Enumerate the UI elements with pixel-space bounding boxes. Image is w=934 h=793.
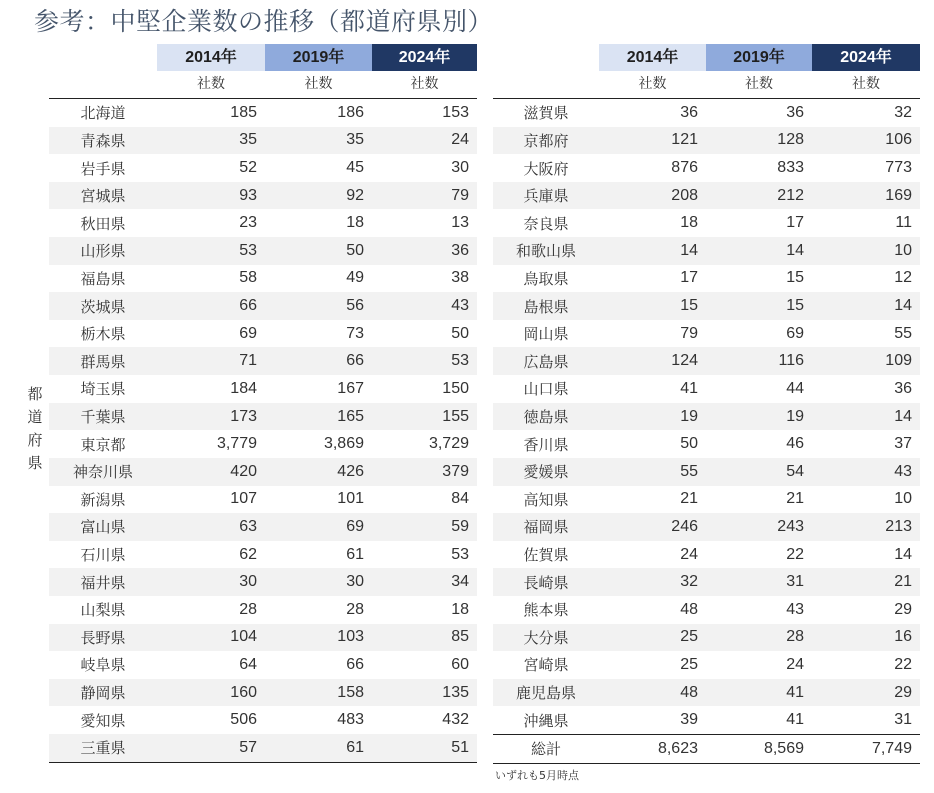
table-row bbox=[493, 292, 920, 320]
value-2024-cell: 7,749 bbox=[871, 739, 912, 757]
value-2014-cell: 124 bbox=[671, 352, 698, 370]
value-2024-cell: 37 bbox=[894, 435, 912, 453]
table-row bbox=[493, 347, 920, 375]
value-2019-cell: 61 bbox=[346, 738, 364, 756]
value-2019-cell: 35 bbox=[346, 131, 364, 149]
header-2014: 2014年 bbox=[157, 44, 265, 71]
value-2019-cell: 128 bbox=[777, 131, 804, 149]
value-2024-cell: 32 bbox=[894, 103, 912, 121]
value-2014-cell: 25 bbox=[680, 628, 698, 646]
value-2014-cell: 506 bbox=[230, 711, 257, 729]
value-2019-cell: 49 bbox=[346, 269, 364, 287]
value-2014-cell: 107 bbox=[230, 490, 257, 508]
value-2014-cell: 71 bbox=[239, 352, 257, 370]
value-2024-cell: 53 bbox=[451, 545, 469, 563]
value-2014-cell: 39 bbox=[680, 711, 698, 729]
table-row bbox=[493, 513, 920, 541]
value-2019-cell: 212 bbox=[777, 186, 804, 204]
prefecture-cell: 山口県 bbox=[523, 380, 569, 399]
prefecture-cell: 大分県 bbox=[523, 628, 569, 647]
value-2024-cell: 29 bbox=[894, 683, 912, 701]
table-row bbox=[493, 209, 920, 237]
table-row bbox=[493, 237, 920, 265]
prefecture-cell: 奈良県 bbox=[523, 214, 569, 233]
total-row bbox=[493, 734, 920, 763]
value-2014-cell: 58 bbox=[239, 269, 257, 287]
prefecture-cell: 石川県 bbox=[80, 546, 126, 565]
value-2024-cell: 135 bbox=[442, 683, 469, 701]
value-2024-cell: 36 bbox=[894, 379, 912, 397]
value-2014-cell: 53 bbox=[239, 241, 257, 259]
prefecture-cell: 岩手県 bbox=[80, 159, 126, 178]
table-row bbox=[49, 320, 477, 348]
prefecture-cell: 総計 bbox=[530, 740, 561, 759]
right-table-body bbox=[493, 99, 920, 763]
value-2014-cell: 14 bbox=[680, 241, 698, 259]
value-2024-cell: 155 bbox=[442, 407, 469, 425]
value-2014-cell: 28 bbox=[239, 600, 257, 618]
value-2019-cell: 116 bbox=[778, 352, 804, 370]
row-axis-label: 都道府県 bbox=[27, 385, 43, 472]
value-2019-cell: 243 bbox=[777, 517, 804, 535]
value-2014-cell: 50 bbox=[680, 435, 698, 453]
table-row bbox=[49, 292, 477, 320]
prefecture-cell: 群馬県 bbox=[80, 352, 126, 371]
table-row bbox=[493, 320, 920, 348]
prefecture-cell: 新潟県 bbox=[80, 490, 126, 509]
value-2014-cell: 24 bbox=[680, 545, 698, 563]
unit-2019: 社数 bbox=[745, 76, 773, 92]
value-2019-cell: 56 bbox=[346, 297, 364, 315]
value-2024-cell: 50 bbox=[451, 324, 469, 342]
value-2019-cell: 61 bbox=[346, 545, 364, 563]
value-2019-cell: 18 bbox=[346, 214, 364, 232]
header-2019: 2019年 bbox=[265, 44, 372, 71]
unit-2019: 社数 bbox=[304, 76, 333, 92]
value-2014-cell: 208 bbox=[671, 186, 698, 204]
value-2014-cell: 23 bbox=[239, 214, 257, 232]
value-2024-cell: 43 bbox=[894, 462, 912, 480]
prefecture-cell: 高知県 bbox=[523, 490, 569, 509]
table-row bbox=[49, 513, 477, 541]
value-2014-cell: 79 bbox=[680, 324, 698, 342]
table-row bbox=[493, 265, 920, 293]
header-blank bbox=[49, 44, 157, 71]
unit-2014: 社数 bbox=[638, 76, 667, 92]
value-2014-cell: 32 bbox=[680, 573, 698, 591]
value-2019-cell: 31 bbox=[786, 573, 804, 591]
value-2014-cell: 18 bbox=[680, 214, 698, 232]
table-row bbox=[493, 679, 920, 707]
value-2019-cell: 45 bbox=[346, 159, 364, 177]
value-2019-cell: 103 bbox=[337, 628, 364, 646]
value-2019-cell: 66 bbox=[346, 655, 364, 673]
table-row bbox=[49, 237, 477, 265]
prefecture-cell: 長崎県 bbox=[523, 573, 569, 592]
value-2024-cell: 10 bbox=[894, 241, 912, 259]
table-row bbox=[49, 209, 477, 237]
value-2014-cell: 8,623 bbox=[657, 739, 698, 757]
value-2014-cell: 184 bbox=[230, 379, 257, 397]
table-row bbox=[49, 182, 477, 210]
value-2019-cell: 483 bbox=[337, 711, 364, 729]
value-2019-cell: 167 bbox=[337, 379, 364, 397]
table-row bbox=[49, 458, 477, 486]
prefecture-cell: 富山県 bbox=[80, 518, 126, 537]
value-2019-cell: 69 bbox=[786, 324, 804, 342]
table-row bbox=[49, 624, 477, 652]
value-2019-cell: 69 bbox=[346, 517, 364, 535]
value-2019-cell: 8,569 bbox=[763, 739, 804, 757]
prefecture-cell: 徳島県 bbox=[523, 408, 569, 426]
table-row bbox=[49, 596, 477, 624]
prefecture-cell: 福井県 bbox=[80, 573, 126, 592]
unit-2014: 社数 bbox=[197, 76, 225, 92]
prefecture-cell: 福岡県 bbox=[523, 518, 569, 537]
value-2024-cell: 432 bbox=[442, 711, 469, 729]
value-2014-cell: 185 bbox=[230, 103, 257, 121]
value-2019-cell: 46 bbox=[786, 435, 804, 453]
value-2024-cell: 150 bbox=[442, 379, 469, 397]
left-table-body bbox=[49, 99, 477, 762]
table-row bbox=[493, 486, 920, 514]
prefecture-cell: 広島県 bbox=[523, 352, 569, 371]
value-2024-cell: 79 bbox=[451, 186, 469, 204]
table-row bbox=[493, 154, 920, 182]
value-2014-cell: 69 bbox=[239, 324, 257, 342]
table-row bbox=[493, 596, 920, 624]
value-2024-cell: 22 bbox=[894, 655, 912, 673]
prefecture-cell: 熊本県 bbox=[523, 601, 569, 620]
value-2024-cell: 3,729 bbox=[428, 435, 469, 453]
prefecture-cell: 埼玉県 bbox=[80, 380, 126, 399]
value-2014-cell: 21 bbox=[680, 490, 698, 508]
value-2019-cell: 92 bbox=[346, 186, 364, 204]
prefecture-cell: 大阪府 bbox=[523, 159, 569, 178]
unit-2024: 社数 bbox=[852, 76, 880, 92]
table-row bbox=[49, 430, 477, 458]
prefecture-cell: 北海道 bbox=[80, 104, 126, 123]
unit-row bbox=[49, 71, 477, 99]
value-2019-cell: 101 bbox=[337, 490, 364, 508]
value-2019-cell: 426 bbox=[337, 462, 364, 480]
value-2014-cell: 57 bbox=[239, 738, 257, 756]
value-2014-cell: 25 bbox=[680, 655, 698, 673]
value-2019-cell: 30 bbox=[346, 573, 364, 591]
prefecture-cell: 岡山県 bbox=[523, 325, 569, 344]
value-2024-cell: 21 bbox=[894, 573, 912, 591]
value-2019-cell: 28 bbox=[786, 628, 804, 646]
prefecture-cell: 岐阜県 bbox=[80, 656, 126, 675]
unit-row bbox=[493, 71, 920, 99]
table-row bbox=[493, 403, 920, 431]
value-2024-cell: 14 bbox=[894, 407, 912, 425]
value-2019-cell: 36 bbox=[786, 103, 804, 121]
value-2019-cell: 15 bbox=[786, 269, 804, 287]
left-table bbox=[49, 44, 477, 763]
prefecture-cell: 福島県 bbox=[80, 269, 126, 288]
value-2014-cell: 66 bbox=[239, 297, 257, 315]
table-row bbox=[49, 99, 477, 127]
table-row bbox=[493, 430, 920, 458]
value-2019-cell: 186 bbox=[337, 103, 364, 121]
value-2014-cell: 41 bbox=[680, 379, 698, 397]
table-row bbox=[493, 651, 920, 679]
value-2014-cell: 17 bbox=[680, 269, 698, 287]
unit-2024: 社数 bbox=[410, 76, 439, 92]
table-row bbox=[49, 265, 477, 293]
value-2014-cell: 246 bbox=[671, 517, 698, 535]
value-2024-cell: 29 bbox=[894, 600, 912, 618]
value-2014-cell: 52 bbox=[239, 159, 257, 177]
value-2014-cell: 62 bbox=[239, 545, 257, 563]
prefecture-cell: 兵庫県 bbox=[523, 187, 569, 206]
value-2024-cell: 13 bbox=[451, 214, 469, 232]
table-row bbox=[493, 568, 920, 596]
value-2019-cell: 24 bbox=[786, 655, 804, 673]
value-2019-cell: 165 bbox=[337, 407, 364, 425]
value-2014-cell: 173 bbox=[230, 407, 257, 425]
table-row bbox=[493, 127, 920, 155]
value-2019-cell: 158 bbox=[337, 683, 364, 701]
prefecture-cell: 青森県 bbox=[80, 131, 126, 150]
value-2014-cell: 55 bbox=[680, 462, 698, 480]
table-row bbox=[493, 375, 920, 403]
value-2024-cell: 55 bbox=[894, 324, 912, 342]
value-2019-cell: 41 bbox=[786, 683, 804, 701]
header-2019: 2019年 bbox=[706, 44, 812, 71]
value-2024-cell: 60 bbox=[451, 655, 469, 673]
value-2014-cell: 64 bbox=[239, 655, 257, 673]
value-2019-cell: 3,869 bbox=[323, 435, 364, 453]
value-2014-cell: 19 bbox=[680, 407, 698, 425]
table-row bbox=[493, 541, 920, 569]
value-2024-cell: 16 bbox=[894, 628, 912, 646]
table-row bbox=[49, 154, 477, 182]
table-row bbox=[49, 486, 477, 514]
prefecture-cell: 山梨県 bbox=[80, 601, 126, 620]
value-2024-cell: 773 bbox=[885, 159, 912, 177]
value-2014-cell: 48 bbox=[680, 600, 698, 618]
value-2024-cell: 109 bbox=[885, 352, 912, 370]
prefecture-cell: 長野県 bbox=[80, 628, 126, 647]
table-row bbox=[493, 458, 920, 486]
value-2024-cell: 24 bbox=[451, 131, 469, 149]
table-header bbox=[493, 44, 920, 71]
value-2019-cell: 50 bbox=[346, 241, 364, 259]
prefecture-cell: 神奈川県 bbox=[72, 463, 133, 482]
value-2024-cell: 38 bbox=[451, 269, 469, 287]
value-2024-cell: 85 bbox=[451, 628, 469, 646]
value-2024-cell: 31 bbox=[894, 711, 912, 729]
prefecture-cell: 愛媛県 bbox=[523, 463, 569, 482]
table-row bbox=[49, 734, 477, 762]
table-row bbox=[49, 706, 477, 734]
value-2024-cell: 213 bbox=[885, 517, 912, 535]
value-2024-cell: 18 bbox=[451, 600, 469, 618]
header-2014: 2014年 bbox=[599, 44, 706, 71]
table-row bbox=[493, 99, 920, 127]
value-2014-cell: 3,779 bbox=[216, 435, 257, 453]
value-2024-cell: 10 bbox=[894, 490, 912, 508]
table-row bbox=[49, 568, 477, 596]
value-2024-cell: 14 bbox=[894, 297, 912, 315]
prefecture-cell: 茨城県 bbox=[80, 297, 126, 316]
value-2024-cell: 34 bbox=[451, 573, 469, 591]
prefecture-cell: 鳥取県 bbox=[523, 269, 569, 288]
value-2014-cell: 876 bbox=[671, 159, 698, 177]
value-2024-cell: 53 bbox=[451, 352, 469, 370]
value-2024-cell: 59 bbox=[451, 517, 469, 535]
prefecture-cell: 京都府 bbox=[523, 131, 569, 150]
table-row bbox=[49, 127, 477, 155]
value-2014-cell: 93 bbox=[239, 186, 257, 204]
value-2014-cell: 160 bbox=[230, 683, 257, 701]
prefecture-cell: 佐賀県 bbox=[523, 546, 569, 565]
page-title: 参考：中堅企業数の推移（都道府県別） bbox=[34, 7, 494, 36]
prefecture-cell: 宮城県 bbox=[80, 187, 126, 206]
value-2019-cell: 22 bbox=[786, 545, 804, 563]
value-2014-cell: 48 bbox=[680, 683, 698, 701]
value-2019-cell: 17 bbox=[786, 214, 804, 232]
prefecture-cell: 宮崎県 bbox=[523, 656, 569, 675]
value-2024-cell: 51 bbox=[451, 738, 469, 756]
table-row bbox=[493, 706, 920, 734]
header-2024: 2024年 bbox=[812, 44, 920, 71]
right-table bbox=[493, 44, 920, 764]
value-2024-cell: 11 bbox=[895, 214, 912, 232]
prefecture-cell: 愛知県 bbox=[80, 711, 126, 730]
value-2019-cell: 41 bbox=[786, 711, 804, 729]
value-2014-cell: 104 bbox=[230, 628, 257, 646]
prefecture-cell: 山形県 bbox=[80, 242, 126, 261]
value-2024-cell: 14 bbox=[894, 545, 912, 563]
table-row bbox=[493, 624, 920, 652]
value-2019-cell: 73 bbox=[346, 324, 364, 342]
table-row bbox=[49, 651, 477, 679]
value-2024-cell: 169 bbox=[885, 186, 912, 204]
value-2024-cell: 379 bbox=[442, 462, 469, 480]
prefecture-cell: 島根県 bbox=[523, 297, 569, 316]
value-2014-cell: 30 bbox=[239, 573, 257, 591]
header-2024: 2024年 bbox=[372, 44, 477, 71]
prefecture-cell: 香川県 bbox=[523, 435, 569, 454]
header-blank bbox=[493, 44, 599, 71]
value-2024-cell: 30 bbox=[451, 159, 469, 177]
value-2024-cell: 36 bbox=[451, 241, 469, 259]
table-header bbox=[49, 44, 477, 71]
value-2019-cell: 21 bbox=[786, 490, 804, 508]
value-2019-cell: 54 bbox=[786, 462, 804, 480]
value-2024-cell: 106 bbox=[885, 131, 912, 149]
footnote: いずれも5月時点 bbox=[495, 769, 579, 782]
value-2019-cell: 44 bbox=[786, 379, 804, 397]
prefecture-cell: 千葉県 bbox=[80, 408, 126, 426]
value-2019-cell: 19 bbox=[786, 407, 804, 425]
table-row bbox=[49, 541, 477, 569]
prefecture-cell: 栃木県 bbox=[80, 325, 126, 344]
prefecture-cell: 滋賀県 bbox=[523, 104, 569, 123]
value-2014-cell: 63 bbox=[239, 517, 257, 535]
value-2019-cell: 66 bbox=[346, 352, 364, 370]
table-row bbox=[49, 679, 477, 707]
prefecture-cell: 和歌山県 bbox=[515, 242, 576, 261]
table-row bbox=[493, 182, 920, 210]
value-2019-cell: 833 bbox=[777, 159, 804, 177]
value-2024-cell: 12 bbox=[894, 269, 912, 287]
table-row bbox=[49, 403, 477, 431]
value-2024-cell: 43 bbox=[451, 297, 469, 315]
table-row bbox=[49, 375, 477, 403]
value-2024-cell: 153 bbox=[442, 103, 469, 121]
value-2019-cell: 28 bbox=[346, 600, 364, 618]
prefecture-cell: 三重県 bbox=[80, 739, 126, 758]
value-2014-cell: 36 bbox=[680, 103, 698, 121]
prefecture-cell: 沖縄県 bbox=[523, 711, 569, 730]
value-2019-cell: 15 bbox=[786, 297, 804, 315]
value-2019-cell: 43 bbox=[786, 600, 804, 618]
value-2014-cell: 121 bbox=[671, 131, 698, 149]
table-row bbox=[49, 347, 477, 375]
prefecture-cell: 東京都 bbox=[80, 435, 126, 454]
value-2014-cell: 15 bbox=[680, 297, 698, 315]
prefecture-cell: 鹿児島県 bbox=[515, 684, 576, 703]
value-2019-cell: 14 bbox=[786, 241, 804, 259]
prefecture-cell: 静岡県 bbox=[80, 684, 126, 703]
value-2024-cell: 84 bbox=[451, 490, 469, 508]
value-2014-cell: 420 bbox=[230, 462, 257, 480]
prefecture-cell: 秋田県 bbox=[80, 214, 126, 233]
value-2014-cell: 35 bbox=[239, 131, 257, 149]
